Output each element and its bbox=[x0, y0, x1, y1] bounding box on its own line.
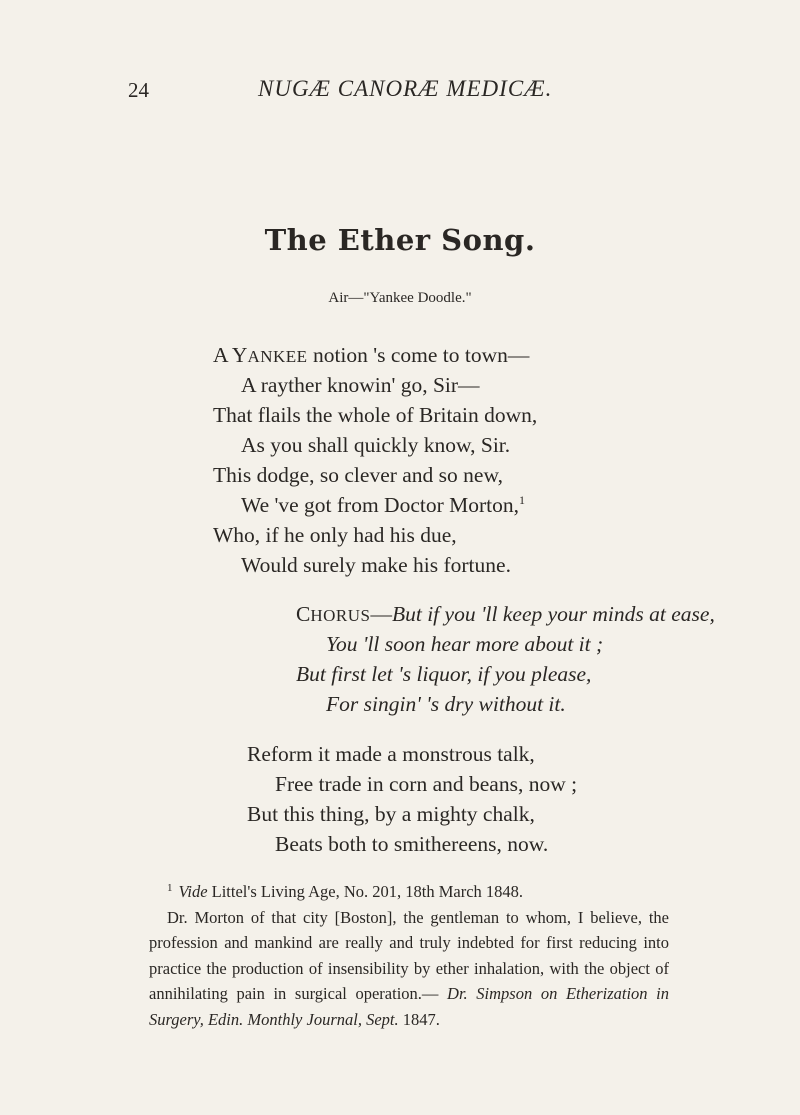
stanza1-line4: As you shall quickly know, Sir. bbox=[241, 433, 511, 457]
footnote-vide: Vide bbox=[178, 882, 208, 901]
footnote-citation: Dr. Simpson on Etherization in Surgery, Edin. Monthly Journal, Sept. bbox=[149, 984, 669, 1029]
stanza1-line8: Would surely make his fortune. bbox=[241, 553, 511, 577]
page-number: 24 bbox=[128, 78, 149, 102]
footnote-first-line bbox=[149, 879, 669, 905]
stanza2-line2: Free trade in corn and beans, now ; bbox=[275, 772, 578, 796]
chorus-dash: — bbox=[370, 602, 392, 626]
stanza1-line6-text: We 've got from Doctor Morton, bbox=[241, 493, 519, 517]
footnote-citation-year: 1847. bbox=[398, 1009, 440, 1029]
chorus-line1 bbox=[296, 602, 715, 627]
footnote bbox=[149, 879, 669, 1032]
stanza1-line5: This dodge, so clever and so new, bbox=[213, 463, 503, 487]
song-air: Air—"Yankee Doodle." bbox=[328, 290, 472, 306]
chorus-label-cap: C bbox=[296, 602, 311, 626]
chorus-line4: For singin' 's dry without it. bbox=[326, 692, 566, 716]
stanza1-line1-rest: notion 's come to town— bbox=[307, 343, 530, 367]
footnote-source: Littel's Living Age, No. 201, 18th March 1848. bbox=[207, 882, 524, 901]
stanza1-lead-cap: A Y bbox=[213, 343, 248, 367]
chorus-label-small: HORUS bbox=[310, 606, 371, 625]
stanza1-lead-small: ANKEE bbox=[247, 347, 308, 366]
song-title: The Ether Song. bbox=[264, 223, 536, 257]
stanza2-line4: Beats both to smithereens, now. bbox=[275, 832, 549, 856]
stanza1-line3: That flails the whole of Britain down, bbox=[213, 403, 538, 427]
running-head: NUGÆ CANORÆ MEDICÆ. bbox=[258, 76, 553, 101]
chorus-line1-text: But if you 'll keep your minds at ease, bbox=[391, 602, 715, 626]
stanza1-line6 bbox=[241, 493, 525, 518]
footnote-marker: 1 bbox=[167, 881, 173, 894]
footnote-ref[interactable]: 1 bbox=[519, 492, 525, 507]
stanza1-line2: A rayther knowin' go, Sir— bbox=[241, 373, 480, 397]
stanza2-line3: But this thing, by a mighty chalk, bbox=[247, 802, 535, 826]
stanza2-line1: Reform it made a monstrous talk, bbox=[247, 742, 535, 766]
footnote-body bbox=[149, 905, 669, 1033]
chorus-line2: You 'll soon hear more about it ; bbox=[326, 632, 604, 656]
chorus-line3: But first let 's liquor, if you please, bbox=[296, 662, 592, 686]
stanza1-line7: Who, if he only had his due, bbox=[213, 523, 457, 547]
footnote-body-text: Dr. Morton of that city [Boston], the gentleman to whom, I believe, the profession and mankind are really and truly indebted for first reducing into practice the production of insensibility by ether inhalation, with the object of annihilating pain in surgical operation.— bbox=[149, 907, 669, 1003]
stanza1-line1 bbox=[213, 343, 529, 368]
